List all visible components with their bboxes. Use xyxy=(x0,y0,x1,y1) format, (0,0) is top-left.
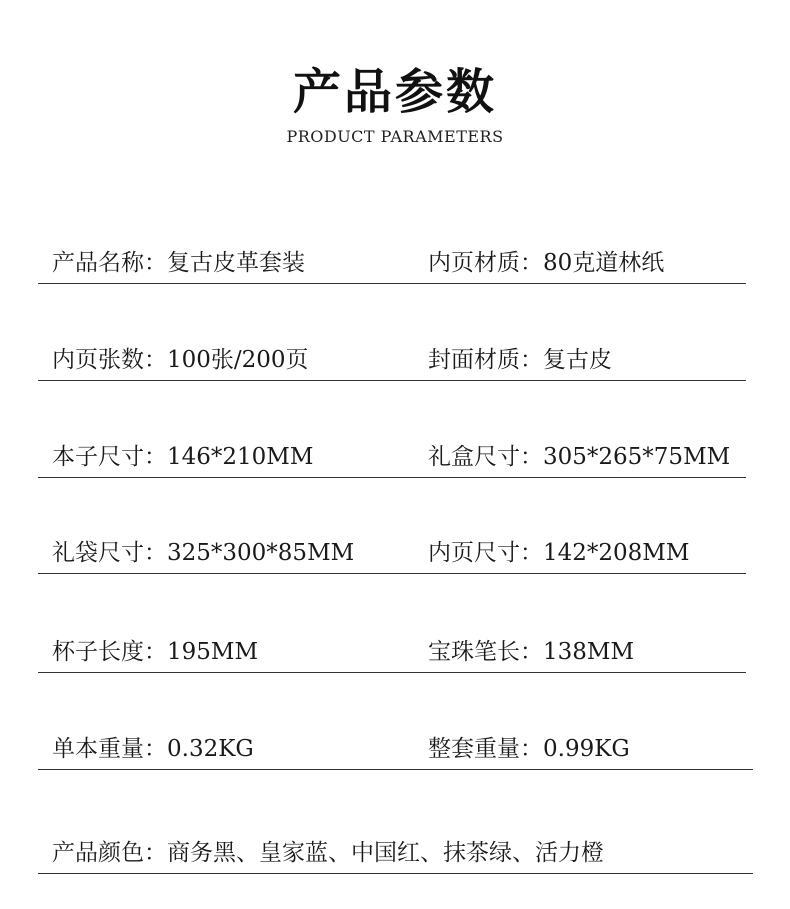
parameter-row xyxy=(38,340,746,381)
page-subtitle: PRODUCT PARAMETERS xyxy=(286,127,504,146)
parameter-row xyxy=(38,533,746,574)
parameter-giftbag-size: 礼袋尺寸：325*300*85MM xyxy=(52,540,355,566)
parameter-row xyxy=(38,833,753,874)
parameter-colors: 产品颜色：商务黑、皇家蓝、中国红、抹茶绿、活力橙 xyxy=(52,840,604,866)
page-title: 产品参数 xyxy=(292,64,497,120)
parameter-giftbox-size: 礼盒尺寸：305*265*75MM xyxy=(428,444,731,470)
parameter-row xyxy=(38,729,753,770)
parameter-row xyxy=(38,437,746,478)
parameter-material: 内页材质：80克道林纸 xyxy=(428,250,665,276)
parameter-notebook-size: 本子尺寸：146*210MM xyxy=(52,444,314,470)
parameter-name: 产品名称：复古皮革套装 xyxy=(52,250,305,276)
parameter-single-weight: 单本重量：0.32KG xyxy=(52,736,254,762)
parameter-row xyxy=(38,243,746,284)
parameter-set-weight: 整套重量：0.99KG xyxy=(428,736,630,762)
parameter-inner-page-size: 内页尺寸：142*208MM xyxy=(428,540,690,566)
parameter-pen-length: 宝珠笔长：138MM xyxy=(428,639,635,665)
parameter-row xyxy=(38,632,746,673)
parameter-page-count: 内页张数：100张/200页 xyxy=(52,347,309,373)
parameter-cover-material: 封面材质：复古皮 xyxy=(428,347,612,373)
parameter-cup-length: 杯子长度：195MM xyxy=(52,639,259,665)
